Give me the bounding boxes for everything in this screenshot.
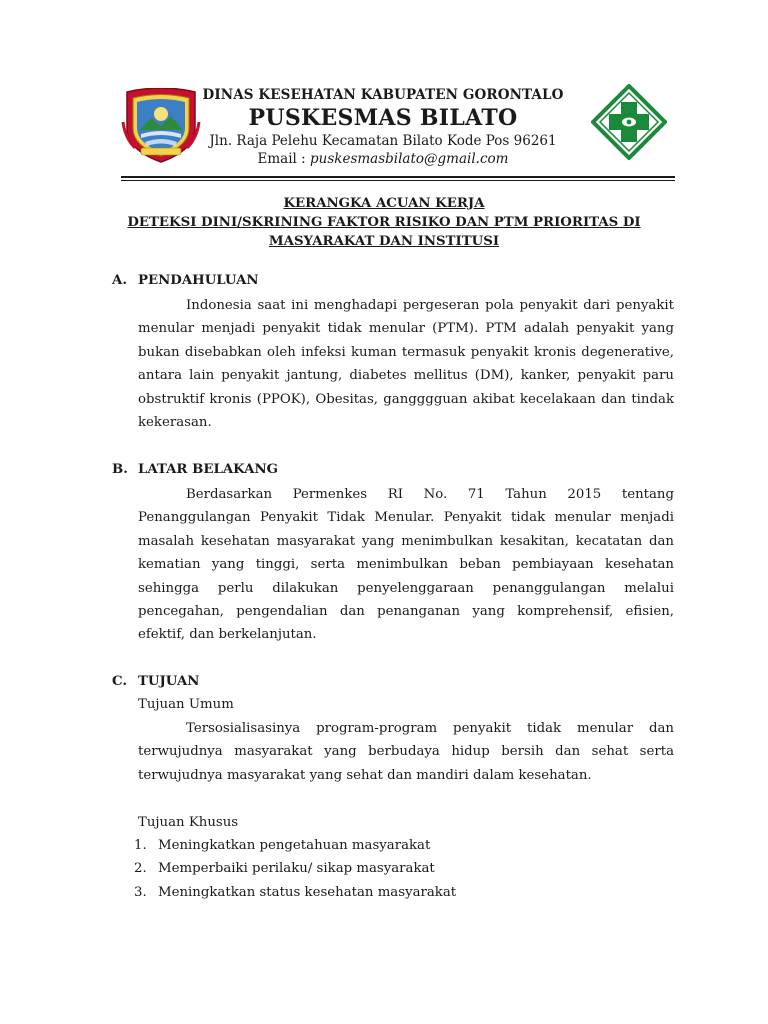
general-objective-label: Tujuan Umum	[138, 697, 234, 712]
letterhead-rule-thick	[121, 176, 675, 178]
list-item: 3. Meningkatkan status kesehatan masyarakat	[134, 884, 457, 900]
list-item: 2. Memperbaiki perilaku/ sikap masyarakat	[134, 861, 435, 877]
letterhead-rule-thin	[121, 180, 675, 181]
email-address: puskesmasbilato@gmail.com	[310, 151, 509, 167]
title-line-1: KERANGKA ACUAN KERJA	[283, 196, 485, 211]
section-c-title: TUJUAN	[138, 674, 200, 689]
title-line-3: MASYARAKAT DAN INSTITUSI	[268, 234, 500, 249]
section-a-letter: A.	[112, 273, 127, 288]
section-b-title: LATAR BELAKANG	[138, 462, 278, 477]
clinic-address: Jln. Raja Pelehu Kecamatan Bilato Kode Pos 96261	[209, 133, 557, 149]
section-c-letter: C.	[112, 674, 127, 689]
letterhead	[200, 86, 566, 168]
gorontalo-regency-emblem-icon	[121, 88, 201, 164]
section-a-paragraph: Indonesia saat ini menghadapi pergeseran pola penyakit dari penyakit menular menjadi penyakit tidak menular (PTM). PTM adalah penyakit yang bukan disebabkan oleh infeksi kuman termasuk penyakit kronis degenerative, antara lain penyakit jantung, diabetes mellitus (DM), kanker, penyakit paru obstruktif kronis (PPOK), Obesitas, gangggguan akibat kecelakaan dan tindak kekerasan.	[138, 298, 674, 431]
list-item: 1. Meningkatkan pengetahuan masyarakat	[134, 838, 431, 853]
title-line-2: DETEKSI DINI/SKRINING FAKTOR RISIKO DAN PTM PRIORITAS DI	[127, 215, 641, 230]
section-b-letter: B.	[112, 462, 128, 477]
section-a-heading	[112, 273, 259, 288]
section-b-paragraph: Berdasarkan Permenkes RI No. 71 Tahun 2015 tentang Penanggulangan Penyakit Tidak Menular. Penyakit tidak menular menjadi masalah kesehatan masyarakat yang menimbulkan kesakitan, kecatatan dan kematian yang tinggi, serta menimbulkan beban pembiayaan kesehatan sehingga perlu dilakukan penyelenggaraan penanggulangan melalui pencegahan, pengendalian dan penanganan yang komprehensif, efisien, efektif, dan berkelanjutan.	[138, 487, 674, 643]
section-a-title: PENDAHULUAN	[138, 273, 259, 288]
document-title	[100, 194, 668, 251]
email-label: Email :	[257, 151, 311, 167]
clinic-email	[200, 150, 566, 168]
clinic-name: PUSKESMAS BILATO	[248, 105, 518, 131]
specific-objective-label: Tujuan Khusus	[138, 815, 239, 830]
general-objective-paragraph: Tersosialisasinya program-program penyakit tidak menular dan terwujudnya masyarakat yang berbudaya hidup bersih dan sehat serta terwujudnya masyarakat yang sehat dan mandiri dalam kesehatan.	[138, 721, 674, 783]
specific-objective-list	[134, 834, 456, 904]
section-c-heading	[112, 674, 199, 689]
section-b-heading	[112, 462, 278, 477]
agency-name: DINAS KESEHATAN KABUPATEN GORONTALO	[202, 87, 564, 103]
puskesmas-logo-icon	[591, 84, 667, 160]
